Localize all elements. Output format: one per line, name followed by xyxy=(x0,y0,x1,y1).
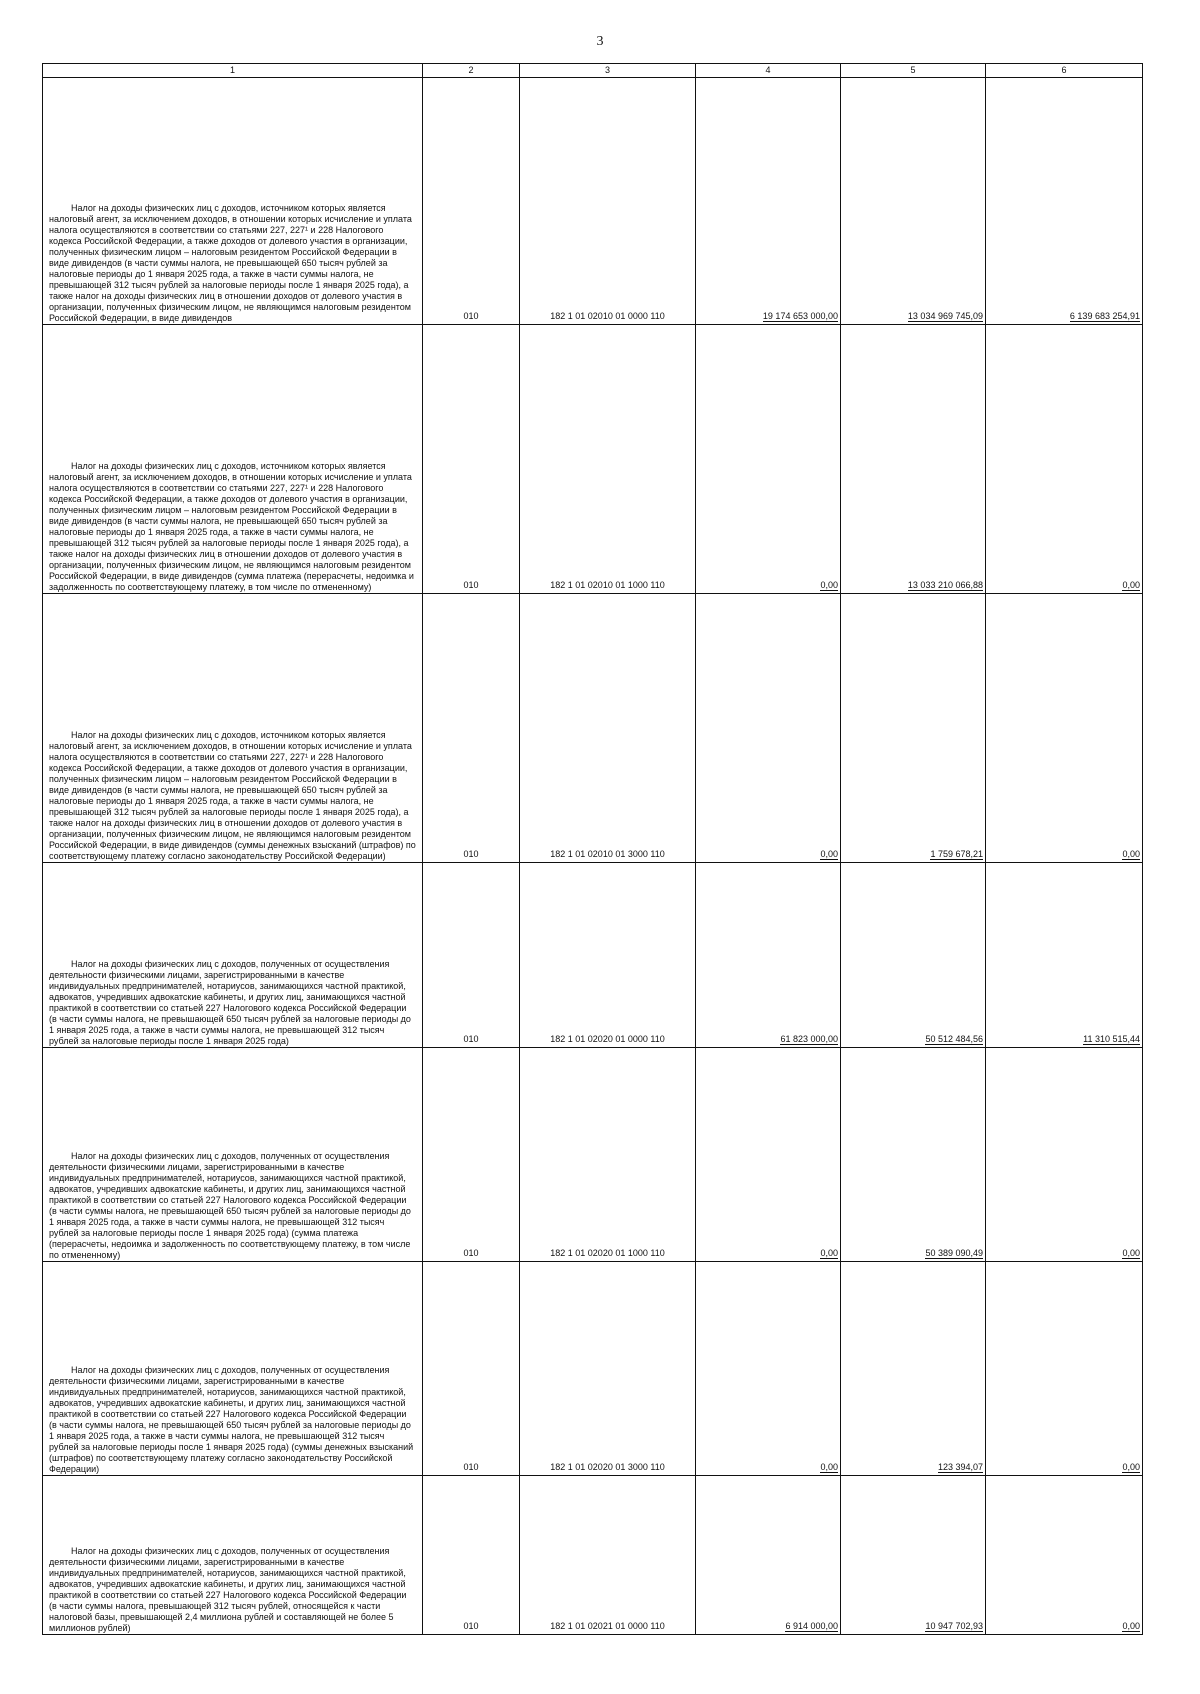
table-row xyxy=(43,1476,1143,1635)
table-row xyxy=(43,78,1143,325)
table-row xyxy=(43,863,1143,1048)
row-col4-value: 61 823 000,00 xyxy=(780,1034,838,1044)
row-line-code: 010 xyxy=(423,1048,520,1262)
column-number: 1 xyxy=(43,64,423,78)
row-description-cell xyxy=(43,325,423,594)
row-col6-value: 0,00 xyxy=(1122,1248,1140,1258)
row-col5-value: 13 033 210 066,88 xyxy=(907,580,983,590)
column-number: 2 xyxy=(423,64,520,78)
report-table xyxy=(42,63,1143,1635)
column-number-row xyxy=(43,64,1143,78)
column-number: 4 xyxy=(696,64,841,78)
row-col6-value: 11 310 515,44 xyxy=(1083,1034,1140,1044)
row-col4-value: 0,00 xyxy=(820,580,838,590)
row-col6-value: 0,00 xyxy=(1122,849,1140,859)
row-col5-value: 50 512 484,56 xyxy=(925,1034,983,1044)
table-row xyxy=(43,594,1143,863)
row-description: Налог на доходы физических лиц с доходов, источником которых является налоговый агент, за исключением доходов, в отношении которых исчисление и уплата налога осуществляются в соответствии со статьями 227, 227¹ и 228 Налогового кодекса Российской Федерации, а также доходов от долевого участия в организации, полученных физическим лицом – налоговым резидентом Российской Федерации в виде дивидендов (в части суммы налога, не превышающей 650 тысяч рублей за налоговые периоды до 1 января 2025 года, а также в части суммы налога, не превышающей 312 тысяч рублей за налоговые периоды после 1 января 2025 года), а также налог на доходы физических лиц в отношении доходов от долевого участия в организации, полученных физическим лицом, не являющимся налоговым резидентом Российской Федерации, в виде дивидендов xyxy=(49,203,412,323)
row-col4-value: 0,00 xyxy=(820,849,838,859)
row-col6-value: 0,00 xyxy=(1122,580,1140,590)
row-description: Налог на доходы физических лиц с доходов, источником которых является налоговый агент, за исключением доходов, в отношении которых исчисление и уплата налога осуществляются в соответствии со статьями 227, 227¹ и 228 Налогового кодекса Российской Федерации, а также доходов от долевого участия в организации, полученных физическим лицом – налоговым резидентом Российской Федерации в виде дивидендов (в части суммы налога, не превышающей 650 тысяч рублей за налоговые периоды до 1 января 2025 года, а также в части суммы налога, не превышающей 312 тысяч рублей за налоговые периоды после 1 января 2025 года), а также налог на доходы физических лиц в отношении доходов от долевого участия в организации, полученных физическим лицом, не являющимся налоговым резидентом Российской Федерации, в виде дивидендов (сумма платежа (перерасчеты, недоимка и задолженность по соответствующему платежу, в том числе по отмененному) xyxy=(49,461,414,592)
column-number: 6 xyxy=(986,64,1143,78)
row-description: Налог на доходы физических лиц с доходов, полученных от осуществления деятельности физическими лицами, зарегистрированными в качестве индивидуальных предпринимателей, нотариусов, занимающихся частной практикой, адвокатов, учредивших адвокатские кабинеты, и других лиц, занимающихся частной практикой в соответствии со статьей 227 Налогового кодекса Российской Федерации (в части суммы налога, не превышающей 650 тысяч рублей за налоговые периоды до 1 января 2025 года, а также в части суммы налога, не превышающей 312 тысяч рублей за налоговые периоды после 1 января 2025 года) (сумма платежа (перерасчеты, недоимка и задолженность по соответствующему платежу, в том числе по отмененному) xyxy=(49,1151,411,1260)
row-col5-value: 1 759 678,21 xyxy=(930,849,983,859)
column-number: 3 xyxy=(520,64,696,78)
row-line-code: 010 xyxy=(423,1262,520,1476)
row-description-cell xyxy=(43,863,423,1048)
table-row xyxy=(43,325,1143,594)
row-description-cell xyxy=(43,1476,423,1635)
row-description-cell xyxy=(43,1262,423,1476)
row-col6-value: 0,00 xyxy=(1122,1621,1140,1631)
column-number: 5 xyxy=(841,64,986,78)
table-row xyxy=(43,1048,1143,1262)
row-line-code: 010 xyxy=(423,325,520,594)
row-col4-value: 6 914 000,00 xyxy=(785,1621,838,1631)
row-col4-value: 0,00 xyxy=(820,1462,838,1472)
row-line-code: 010 xyxy=(423,863,520,1048)
row-description-cell xyxy=(43,1048,423,1262)
row-description: Налог на доходы физических лиц с доходов, полученных от осуществления деятельности физическими лицами, зарегистрированными в качестве индивидуальных предпринимателей, нотариусов, занимающихся частной практикой, адвокатов, учредивших адвокатские кабинеты, и других лиц, занимающихся частной практикой в соответствии со статьей 227 Налогового кодекса Российской Федерации (в части суммы налога, не превышающей 650 тысяч рублей за налоговые периоды до 1 января 2025 года, а также в части суммы налога, не превышающей 312 тысяч рублей за налоговые периоды после 1 января 2025 года) (суммы денежных взысканий (штрафов) по соответствующему платежу согласно законодательству Российской Федерации) xyxy=(49,1365,414,1474)
row-budget-code: 182 1 01 02020 01 1000 110 xyxy=(520,1048,696,1262)
row-col5-value: 13 034 969 745,09 xyxy=(907,311,983,321)
row-budget-code: 182 1 01 02021 01 0000 110 xyxy=(520,1476,696,1635)
row-description: Налог на доходы физических лиц с доходов, источником которых является налоговый агент, за исключением доходов, в отношении которых исчисление и уплата налога осуществляются в соответствии со статьями 227, 227¹ и 228 Налогового кодекса Российской Федерации, а также доходов от долевого участия в организации, полученных физическим лицом – налоговым резидентом Российской Федерации в виде дивидендов (в части суммы налога, не превышающей 650 тысяч рублей за налоговые периоды до 1 января 2025 года, а также в части суммы налога, не превышающей 312 тысяч рублей за налоговые периоды после 1 января 2025 года), а также налог на доходы физических лиц в отношении доходов от долевого участия в организации, полученных физическим лицом, не являющимся налоговым резидентом Российской Федерации, в виде дивидендов (суммы денежных взысканий (штрафов) по соответствующему платежу согласно законодательству Российской Федерации) xyxy=(49,730,416,861)
row-col4-value: 19 174 653 000,00 xyxy=(762,311,838,321)
row-col4-value: 0,00 xyxy=(820,1248,838,1258)
row-budget-code: 182 1 01 02020 01 0000 110 xyxy=(520,863,696,1048)
row-col5-value: 50 389 090,49 xyxy=(925,1248,983,1258)
row-description: Налог на доходы физических лиц с доходов, полученных от осуществления деятельности физическими лицами, зарегистрированными в качестве индивидуальных предпринимателей, нотариусов, занимающихся частной практикой, адвокатов, учредивших адвокатские кабинеты, и других лиц, занимающихся частной практикой в соответствии со статьей 227 Налогового кодекса Российской Федерации (в части суммы налога, превышающей 312 тысяч рублей, относящейся к части налоговой базы, превышающей 2,4 миллиона рублей и составляющей не более 5 миллионов рублей) xyxy=(49,1546,407,1633)
row-line-code: 010 xyxy=(423,594,520,863)
row-description-cell xyxy=(43,78,423,325)
row-col5-value: 123 394,07 xyxy=(937,1462,983,1472)
row-col6-value: 6 139 683 254,91 xyxy=(1069,311,1140,321)
row-budget-code: 182 1 01 02010 01 1000 110 xyxy=(520,325,696,594)
row-line-code: 010 xyxy=(423,78,520,325)
page-number: 3 xyxy=(596,34,604,49)
row-budget-code: 182 1 01 02010 01 0000 110 xyxy=(520,78,696,325)
row-line-code: 010 xyxy=(423,1476,520,1635)
row-description-cell xyxy=(43,594,423,863)
row-col5-value: 10 947 702,93 xyxy=(925,1621,983,1631)
table-row xyxy=(43,1262,1143,1476)
row-budget-code: 182 1 01 02020 01 3000 110 xyxy=(520,1262,696,1476)
row-col6-value: 0,00 xyxy=(1122,1462,1140,1472)
row-description: Налог на доходы физических лиц с доходов, полученных от осуществления деятельности физическими лицами, зарегистрированными в качестве индивидуальных предпринимателей, нотариусов, занимающихся частной практикой, адвокатов, учредивших адвокатские кабинеты, и других лиц, занимающихся частной практикой в соответствии со статьей 227 Налогового кодекса Российской Федерации (в части суммы налога, не превышающей 650 тысяч рублей за налоговые периоды до 1 января 2025 года, а также в части суммы налога, не превышающей 312 тысяч рублей за налоговые периоды после 1 января 2025 года) xyxy=(49,959,411,1046)
row-budget-code: 182 1 01 02010 01 3000 110 xyxy=(520,594,696,863)
